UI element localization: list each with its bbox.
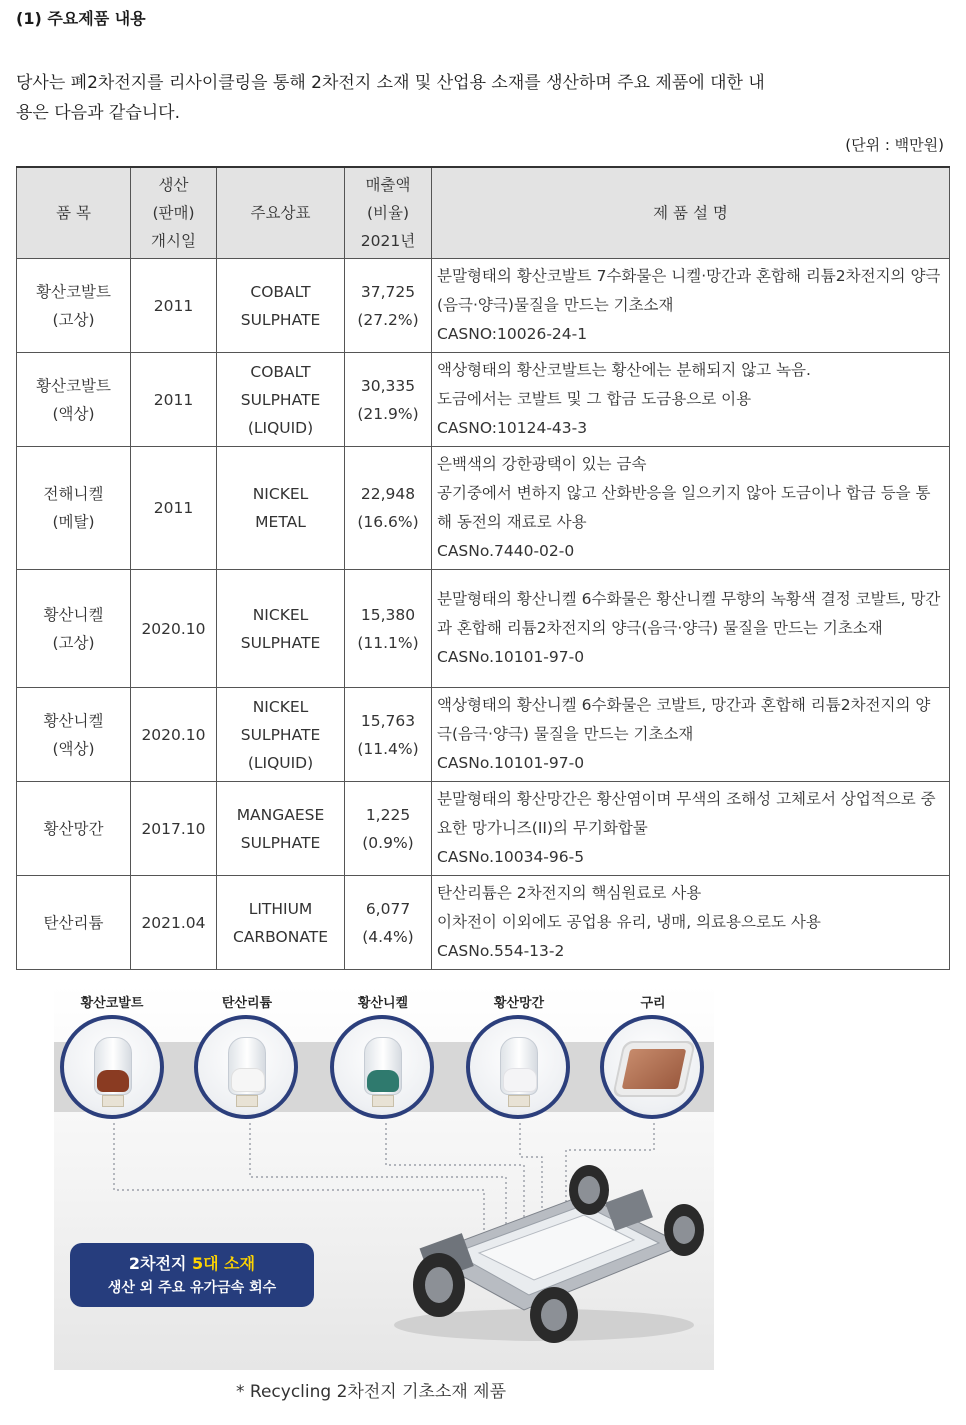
item-name: 황산니켈 <box>43 711 104 730</box>
cas-number: CASNO:10124-43-3 <box>437 419 588 437</box>
table-header-row <box>17 167 950 259</box>
cell-brand <box>217 353 345 447</box>
brand-line: COBALT <box>250 282 311 301</box>
unit-note: (단위 : 백만원) <box>845 136 944 154</box>
item-name: 황산코발트 <box>36 282 111 301</box>
brand-line: SULPHATE <box>240 310 321 329</box>
cell-start: 2011 <box>131 353 217 447</box>
cas-number: CASNo.10101-97-0 <box>437 754 585 772</box>
sales-value: 6,077 <box>365 899 411 918</box>
cell-item <box>17 688 131 782</box>
desc-line: 이차전이 이외에도 공업용 유리, 냉매, 의료용으로도 사용 <box>437 913 821 931</box>
cell-item: 탄산리튬 <box>17 876 131 970</box>
cell-sales <box>345 876 432 970</box>
item-form: (액상) <box>52 739 95 758</box>
cell-item <box>17 259 131 353</box>
desc-line: 공기중에서 변하지 않고 산화반응을 일으키지 않아 도금이나 합금 등을 통해 동전의 재료로 사용 <box>437 484 931 531</box>
sales-value: 37,725 <box>360 282 416 301</box>
brand-line: NICKEL <box>252 605 309 624</box>
item-form: (고상) <box>52 310 95 329</box>
sales-ratio: (11.4%) <box>357 739 419 758</box>
sales-ratio: (11.1%) <box>357 633 419 652</box>
cell-start: 2017.10 <box>131 782 217 876</box>
table-row <box>17 570 950 688</box>
sales-ratio: (0.9%) <box>362 833 414 852</box>
material-label: 구리 <box>640 996 666 1011</box>
brand-line: NICKEL <box>252 485 309 503</box>
cell-start: 2011 <box>131 447 217 570</box>
five-materials-badge <box>70 1243 314 1307</box>
table-row <box>17 688 950 782</box>
cell-item <box>17 447 131 570</box>
item-name: 황산니켈 <box>43 605 104 624</box>
cell-start: 2021.04 <box>131 876 217 970</box>
brand-line: (LIQUID) <box>247 753 314 772</box>
cell-brand <box>217 876 345 970</box>
header-sales-line: (비율) <box>366 204 410 222</box>
cell-sales <box>345 447 432 570</box>
sales-ratio: (27.2%) <box>357 310 419 329</box>
brand-line: LITHIUM <box>248 899 313 918</box>
sales-ratio: (16.6%) <box>357 513 419 531</box>
table-row <box>17 876 950 970</box>
cell-sales <box>345 353 432 447</box>
brand-line: NICKEL <box>252 697 309 716</box>
cell-description <box>432 259 950 353</box>
item-form: (액상) <box>52 404 95 423</box>
item-name: 황산코발트 <box>36 376 111 395</box>
cell-sales <box>345 782 432 876</box>
header-sales <box>345 167 432 259</box>
header-start-line: 생산 <box>158 176 189 194</box>
cas-number: CASNO:10026-24-1 <box>437 325 588 343</box>
badge-title-a: 2차전지 <box>128 1254 187 1273</box>
brand-line: (LIQUID) <box>247 418 314 437</box>
desc-line: 탄산리튬은 2차전지의 핵심원료로 사용 <box>437 884 702 902</box>
cell-description <box>432 447 950 570</box>
header-sales-line: 매출액 <box>365 176 411 194</box>
cell-sales <box>345 570 432 688</box>
sales-ratio: (4.4%) <box>362 927 414 946</box>
intro-paragraph: 당사는 폐2차전지를 리사이클링을 통해 2차전지 소재 및 산업용 소재를 생산하며 주요 제품에 대한 내용은 다음과 같습니다. <box>16 73 765 123</box>
desc-line: 도금에서는 코발트 및 그 합금 도금용으로 이용 <box>437 390 752 408</box>
badge-title <box>70 1251 314 1274</box>
brand-line: COBALT <box>250 362 311 381</box>
ev-chassis-illustration <box>384 1135 704 1345</box>
figure-caption: * Recycling 2차전지 기초소재 제품 <box>236 1382 507 1402</box>
cell-description <box>432 570 950 688</box>
desc-line: 은백색의 강한광택이 있는 금속 <box>437 455 647 473</box>
cas-number: CASNo.10101-97-0 <box>437 648 585 666</box>
cas-number: CASNo.7440-02-0 <box>437 542 575 560</box>
desc-line: 액상형태의 황산코발트는 황산에는 분해되지 않고 녹음. <box>437 361 811 379</box>
brand-line: SULPHATE <box>240 633 321 652</box>
item-form: (메탈) <box>52 513 95 531</box>
section-heading: (1) 주요제품 내용 <box>16 9 146 28</box>
cas-number: CASNo.554-13-2 <box>437 942 565 960</box>
material-label: 황산니켈 <box>357 996 409 1011</box>
brand-line: SULPHATE <box>240 833 321 852</box>
brand-line: MANGAESE <box>236 805 325 824</box>
cell-description <box>432 876 950 970</box>
header-sales-line: 2021년 <box>360 232 416 250</box>
cell-brand <box>217 259 345 353</box>
header-brand: 주요상표 <box>217 167 345 259</box>
sales-value: 22,948 <box>360 485 416 503</box>
cell-brand <box>217 447 345 570</box>
material-label: 황산코발트 <box>80 996 144 1011</box>
badge-title-highlight: 5대 소재 <box>192 1254 256 1273</box>
material-label: 황산망간 <box>493 996 545 1011</box>
table-row <box>17 353 950 447</box>
header-description: 제 품 설 명 <box>432 167 950 259</box>
cell-brand <box>217 570 345 688</box>
table-row <box>17 447 950 570</box>
brand-line: METAL <box>255 513 306 531</box>
materials-figure <box>54 985 714 1370</box>
item-name: 전해니켈 <box>43 485 104 503</box>
desc-line: 분말형태의 황산망간은 황산염이며 무색의 조해성 고체로서 상업적으로 중요한 망가니즈(II)의 무기화합물 <box>437 790 936 837</box>
cell-sales <box>345 688 432 782</box>
header-start-line: (판매) <box>152 204 195 222</box>
cell-description <box>432 782 950 876</box>
item-form: (고상) <box>52 633 95 652</box>
cell-start: 2011 <box>131 259 217 353</box>
desc-line: 분말형태의 황산코발트 7수화물은 니켈·망간과 혼합해 리튬2차전지의 양극(음극·양극)물질을 만드는 기초소재 <box>437 267 941 314</box>
sales-ratio: (21.9%) <box>357 404 419 423</box>
header-start-line: 개시일 <box>151 232 196 250</box>
products-table <box>16 166 950 970</box>
sales-value: 15,380 <box>360 605 416 624</box>
table-row <box>17 782 950 876</box>
cell-item <box>17 570 131 688</box>
material-label: 탄산리튬 <box>221 996 273 1011</box>
header-start <box>131 167 217 259</box>
cell-sales <box>345 259 432 353</box>
cell-description <box>432 688 950 782</box>
cell-item: 황산망간 <box>17 782 131 876</box>
brand-line: SULPHATE <box>240 390 321 409</box>
sales-value: 15,763 <box>360 711 416 730</box>
cell-brand <box>217 688 345 782</box>
cell-brand <box>217 782 345 876</box>
header-item: 품 목 <box>17 167 131 259</box>
sales-value: 1,225 <box>365 805 411 824</box>
sales-value: 30,335 <box>360 376 416 395</box>
cell-start: 2020.10 <box>131 688 217 782</box>
badge-subtitle: 생산 외 주요 유가금속 회수 <box>107 1280 277 1296</box>
table-row <box>17 259 950 353</box>
desc-line: 분말형태의 황산니켈 6수화물은 황산니켈 무향의 녹황색 결정 코발트, 망간과 혼합해 리튬2차전지의 양극(음극·양극) 물질을 만드는 기초소재 <box>437 590 941 637</box>
brand-line: CARBONATE <box>232 927 328 946</box>
cell-item <box>17 353 131 447</box>
cell-start: 2020.10 <box>131 570 217 688</box>
cas-number: CASNo.10034-96-5 <box>437 848 585 866</box>
cell-description <box>432 353 950 447</box>
brand-line: SULPHATE <box>240 725 321 744</box>
desc-line: 액상형태의 황산니켈 6수화물은 코발트, 망간과 혼합해 리튬2차전지의 양극(음극·양극) 물질을 만드는 기초소재 <box>437 696 931 743</box>
